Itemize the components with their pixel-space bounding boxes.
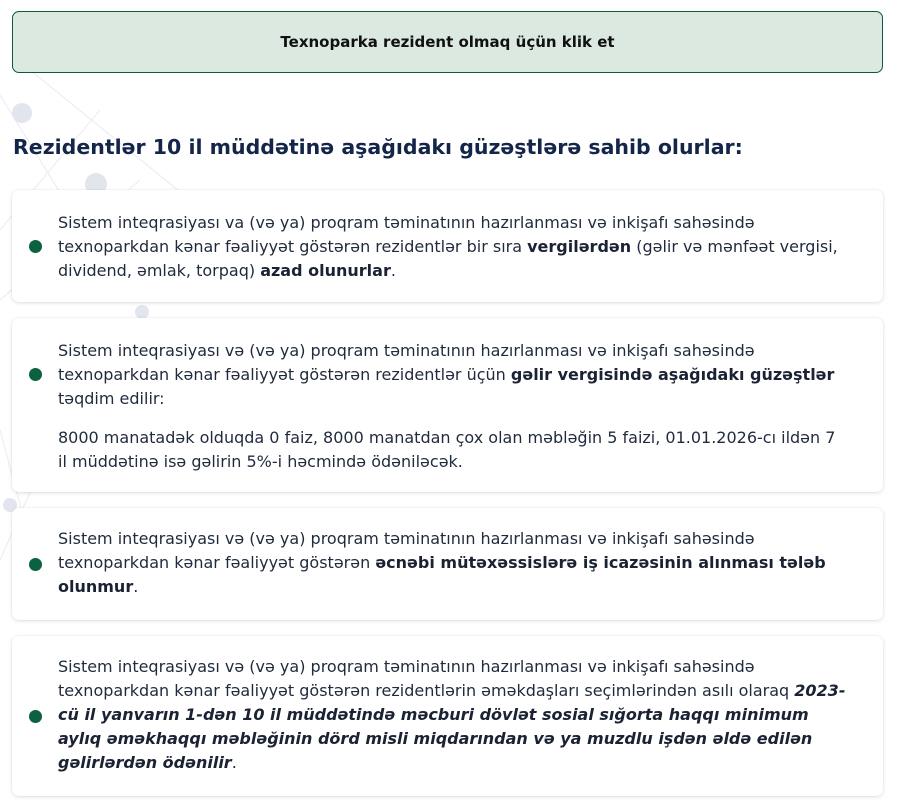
benefit-paragraph: Sistem inteqrasiyası va (və ya) proqram təminatının hazırlanması və inkişafı sahəsində texnoparkdan kənar fəaliyyət göstərən rezidentlər bir sıra vergilərdən (gəlir və mənfəət vergisi, dividend, əmlak, torpaq) azad olunurlar. [58,213,838,280]
benefit-paragraph: Sistem inteqrasiyası və (və ya) proqram təminatının hazırlanması və inkişafı sahəsində texnoparkdan kənar fəaliyyət göstərən rezidentlər üçün gəlir vergisində aşağıdakı güzəştlər təqdim edilir: [58,341,835,408]
benefit-paragraph: Sistem inteqrasiyası və (və ya) proqram təminatının hazırlanması və inkişafı sahəsində texnoparkdan kənar fəaliyyət göstərən rezidentlərin əməkdaşları seçimlərindən asılı olaraq 2023-cü il yanvarın 1-dən 10 il müddətində məcburi dövlət sosial sığorta haqqı minimum aylıq əməkhaqqı məbləğinin dörd misli miqdarından və ya muzdlu işdən əldə edilən gəlirlərdən ödənilir. [58,657,846,772]
benefit-text [58,655,848,775]
emphasis-text: 2023-cü il yanvarın 1-dən 10 il müddətində məcburi dövlət sosial sığorta haqqı minimum aylıq əməkhaqqı məbləğinin dörd misli miqdarından və ya muzdlu işdən əldə edilən gəlirlərdən ödənilir [58,681,846,772]
emphasis-text: əcnəbi mütəxəssislərə iş icazəsinin alınması tələb olunmur [58,553,826,596]
benefit-text [58,339,848,474]
benefit-paragraph-detail: 8000 manatadək olduqda 0 faiz, 8000 manatdan çox olan məbləğin 5 faizi, 01.01.2026-cı ildən 7 il müddətinə isə gəlirin 5%-i həcmində ödəniləcək. [58,428,836,471]
benefit-card-work-permit [12,508,883,620]
benefit-paragraph: Sistem inteqrasiyası və (və ya) proqram təminatının hazırlanması və inkişafı sahəsində texnoparkdan kənar fəaliyyət göstərən əcnəbi mütəxəssislərə iş icazəsinin alınması tələb olunmur. [58,529,826,596]
benefit-card-social-insurance [12,636,883,796]
emphasis-text: vergilərdən [527,237,632,256]
emphasis-text: azad olunurlar [260,261,391,280]
benefit-card-tax-exemption [12,190,883,302]
benefits-heading: Rezidentlər 10 il müddətinə aşağıdakı güzəştlərə sahib olurlar: [13,135,743,159]
benefit-text [58,527,848,599]
benefit-card-income-tax [12,318,883,492]
benefit-text [58,211,848,283]
emphasis-text: gəlir vergisində aşağıdakı güzəştlər [510,365,835,384]
bullet-icon [29,240,42,253]
bullet-icon [29,558,42,571]
bullet-icon [29,368,42,381]
become-resident-button[interactable] [12,11,883,73]
become-resident-button-label: Texnoparka rezident olmaq üçün klik et [280,33,615,51]
bullet-icon [29,710,42,723]
